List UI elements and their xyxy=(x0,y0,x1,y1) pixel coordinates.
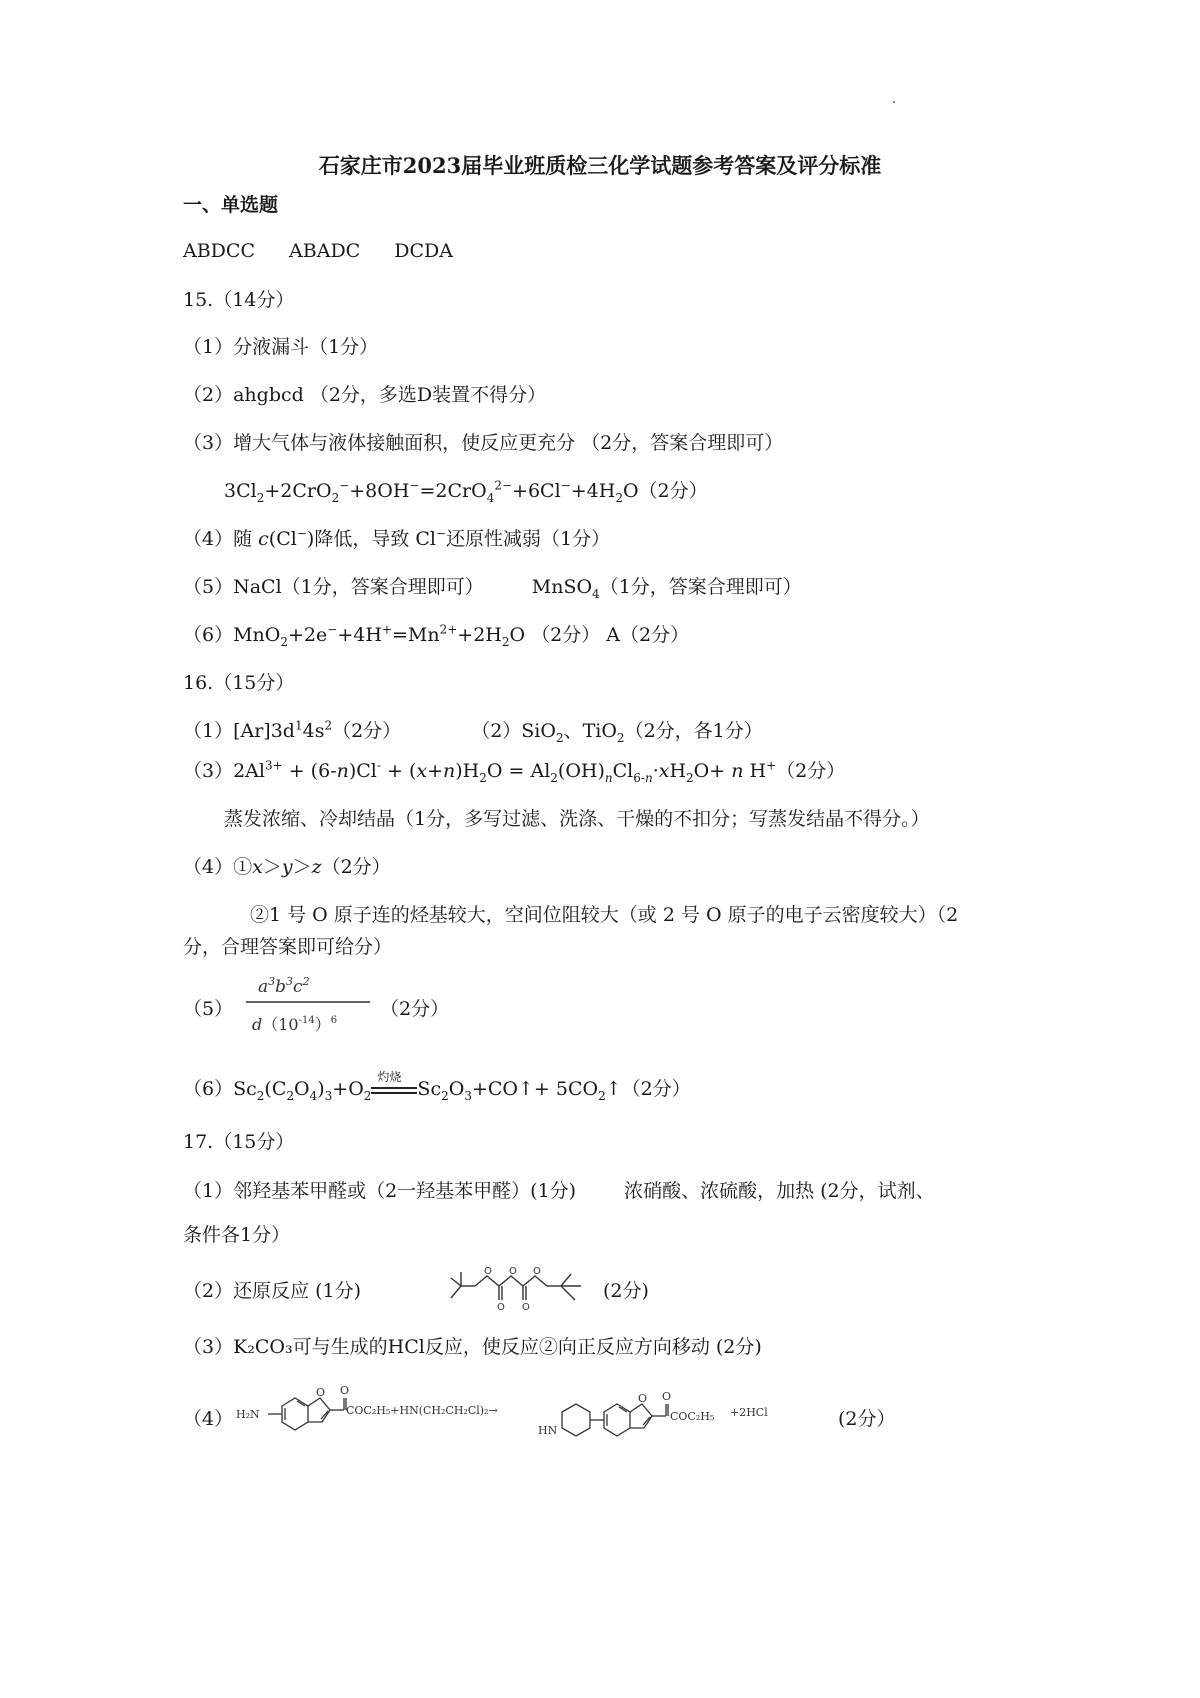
stray-dot xyxy=(893,101,895,103)
q15-part4-lead: （4）随 xyxy=(183,528,259,550)
q16-part4-1: （4）①x＞y＞z（2分） xyxy=(183,856,391,878)
q16-part5-fraction xyxy=(240,970,375,1042)
q15-part6-score: （2分） xyxy=(531,624,601,646)
q17-part3: （3）K₂CO₃可与生成的HCl反应，使反应②向正反应方向移动 (2分) xyxy=(183,1336,762,1358)
o-atom: O xyxy=(522,1302,530,1313)
product-piperazine-nh-label: HN xyxy=(538,1424,558,1437)
q16-part6-score: （2分） xyxy=(621,1078,691,1100)
q16-part6-label: （6） xyxy=(183,1078,234,1100)
q15-part6-answer: A（2分） xyxy=(606,624,690,646)
q15-part1: （1）分液漏斗（1分） xyxy=(183,336,379,358)
q17-part2-score: (2分) xyxy=(603,1280,649,1302)
o-atom: O xyxy=(533,1266,541,1277)
svg-text:d（10-14）6: $d(10^{-14})^6$ xyxy=(252,1015,338,1034)
page-title: 石家庄市2023届毕业班质检三化学试题参考答案及评分标准 xyxy=(318,153,882,178)
o-atom: O xyxy=(484,1266,492,1277)
q15-part3-equation: $3Cl_2+2CrO_2^-+8OH^-=2CrO_4^{2-}+6Cl^-+4H_2O(2$分） xyxy=(224,478,708,505)
q16-part3-score: （2分） xyxy=(776,760,846,782)
q16-part2-score: （2分，各1分） xyxy=(624,720,763,742)
q17-part1-cont: 条件各1分） xyxy=(183,1224,291,1246)
q16-header: 16.（15分） xyxy=(183,672,295,694)
q16-part3-equation: $(3)2Al^{3+} + (6-n)Cl^- + (x+n)H_2O = Al_2(OH)_nCl_{6-n}\cdot xH_2O+ n$ H+（2分） xyxy=(183,758,846,785)
answer-group-2: ABADC xyxy=(289,240,361,262)
o-atom: O xyxy=(662,1390,672,1403)
single-choice-answers xyxy=(183,238,453,264)
q15-header: 15.（14分） xyxy=(183,289,295,311)
q16-part3-text: 蒸发浓缩、冷却结晶（1分，多写过滤、洗涤、干燥的不扣分；写蒸发结晶不得分。） xyxy=(224,808,930,830)
o-atom: O xyxy=(497,1302,505,1313)
svg-text:a3b3c2: $a^3b^3c^2$ xyxy=(258,975,310,997)
product-hcl-label: +2HCl xyxy=(730,1406,768,1419)
reactant-ester-label: COC₂H₅+HN(CH₂CH₂Cl)₂→ xyxy=(346,1404,498,1417)
q15-part3-score: （2分） xyxy=(638,480,708,502)
q17-part4-score: (2分） xyxy=(838,1408,896,1430)
q16-part1-lead: （1）[Ar]3d xyxy=(183,720,295,742)
q15-part4-tail: 还原性减弱（1分） xyxy=(446,528,611,550)
q17-part2-boc-anhydride-structure xyxy=(445,1262,593,1314)
q16-part4-2-line2: 分，合理答案即可给分） xyxy=(183,936,393,958)
q17-part4-label: （4） xyxy=(183,1408,234,1430)
o-atom: O xyxy=(316,1386,326,1399)
o-atom: O xyxy=(340,1384,350,1397)
q16-part6-condition-arrow xyxy=(371,1070,417,1100)
q16-part5-label: （5） xyxy=(183,998,234,1020)
q15-part5-nacl: （5）NaCl（1分，答案合理即可） xyxy=(183,576,484,598)
q16-part4-score: （2分） xyxy=(321,856,391,878)
reactant-amino-label: H₂N xyxy=(236,1408,260,1421)
o-atom: O xyxy=(509,1266,517,1277)
q17-header: 17.（15分） xyxy=(183,1131,295,1153)
q17-part1 xyxy=(183,1178,935,1204)
q15-part4: （4）随 c(Cl−)降低，导致 Cl−还原性减弱（1分） xyxy=(183,526,611,550)
q16-part4-2-line1: ②1 号 O 原子连的烃基较大，空间位阻较大（或 2 号 O 原子的电子云密度较大）（2 xyxy=(250,904,959,926)
q17-part1-b: 浓硝酸、浓硫酸，加热 (2分，试剂、 xyxy=(624,1180,935,1202)
q17-part2: （2）还原反应 (1分) xyxy=(183,1280,362,1302)
q16-part6: $(6)Sc_2(C_2O_4)_3+O_2$ 灼烧 $Sc_2O_3+CO↑+$ $5CO_2↑(2$分） xyxy=(183,1076,691,1102)
o-atom: O xyxy=(638,1392,648,1405)
product-ester-label: COC₂H₅ xyxy=(670,1410,715,1423)
q16-part6-condition: 灼烧 xyxy=(377,1070,402,1084)
q17-part1-a: （1）邻羟基苯甲醛或（2一羟基苯甲醛）(1分) xyxy=(183,1180,577,1202)
q15-part6: $(6)MnO_2+2e^-+4H^+=Mn^{2+}+2H_2O$ （2分） A（2分） xyxy=(183,622,690,649)
q15-part3: （3）增大气体与液体接触面积，使反应更充分 （2分，答案合理即可） xyxy=(183,432,784,454)
q15-part5-mnso4: （1分，答案合理即可） xyxy=(599,576,802,598)
answer-group-1: ABDCC xyxy=(183,240,255,262)
q15-part4-mid: 降低，导致 Cl xyxy=(314,528,436,550)
q15-part2: （2）ahgbcd （2分，多选D装置不得分） xyxy=(183,384,547,406)
q16-part2-lead: （2）SiO xyxy=(471,720,556,742)
q16-part5-score: （2分） xyxy=(380,998,450,1020)
q16-part1-score: （2分） xyxy=(332,720,402,742)
section-heading-single-choice: 一、单选题 xyxy=(183,194,279,216)
answer-group-3: DCDA xyxy=(394,240,454,262)
q16-part4-lead: （4）① xyxy=(183,856,253,878)
q15-part5: （5）NaCl（1分，答案合理即可） MnSO$_4$（1分，答案合理即可） xyxy=(183,576,802,601)
q16-part1-2: $(1)[Ar]3d^14s^2(2$分） （2）SiO$_2$、TiO$_2$（2分，各1分） xyxy=(183,718,763,745)
q17-part4-reaction-scheme xyxy=(232,1376,832,1458)
